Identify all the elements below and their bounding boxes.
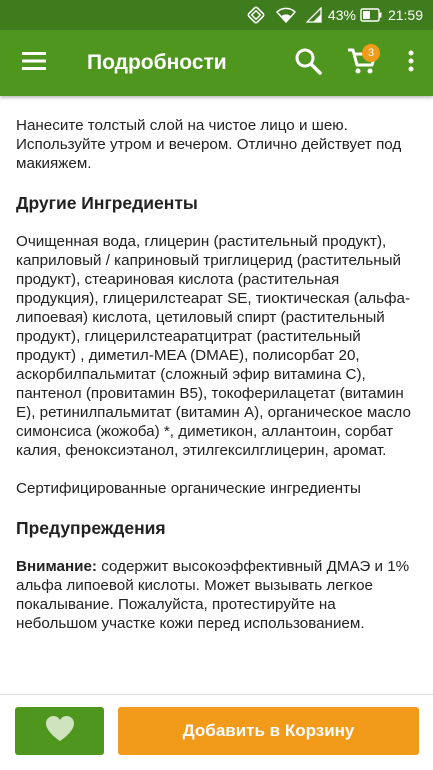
- more-options-button[interactable]: [389, 30, 433, 96]
- add-to-cart-button[interactable]: Добавить в Корзину: [118, 707, 419, 755]
- bottom-action-bar: [0, 694, 433, 770]
- page-title: Подробности: [87, 51, 227, 74]
- heart-icon: [45, 715, 75, 747]
- warning-paragraph: [16, 557, 417, 633]
- certified-organic-text: Сертифицированные органические ингредиенты: [16, 480, 361, 497]
- warning-text: содержит высокоэффективный ДМАЭ и 1% альфа липоевой кислоты. Может вызывать легкое покалывание. Пожалуйста, протестируйте на небольшом участке кожи перед использованием.: [16, 558, 410, 632]
- more-vert-icon: [408, 50, 414, 77]
- favorite-button[interactable]: [15, 707, 104, 755]
- menu-button[interactable]: [0, 30, 68, 96]
- search-icon: [294, 47, 322, 80]
- hamburger-icon: [22, 52, 46, 75]
- status-bar: [0, 0, 433, 30]
- app-notification-icon: [246, 5, 266, 25]
- clipped-previous-heading: [16, 96, 417, 110]
- ingredients-text: Очищенная вода, глицерин (растительный продукт), каприловый / каприновый триглицерид (растительный продукт), стеариновая кислота (растительная продукция), глицерилстеарат SE, тиоктическая (альфа-липоевая) кислота, цетиловый спирт (растительный продукт), глицерилстеаратцитрат (растительный продукт) , диметил-MEA (DMAE), полисорбат 20, аскорбилпальмитат (сложный эфир витамина C), пантенол (провитамин B5), токоферилацетат (витамин E), ретинилпальмитат (витамин A), органическое масло симонсиса (жожоба) *, диметикон, аллантоин, сорбат калия, феноксиэтанол, этилгексилглицерин, аромат.: [16, 233, 411, 459]
- search-button[interactable]: [281, 30, 335, 96]
- warning-label: Внимание:: [16, 558, 97, 575]
- other-ingredients-heading: Другие Ингредиенты: [16, 193, 198, 213]
- usage-text: Нанесите толстый слой на чистое лицо и шею. Используйте утром и вечером. Отлично действует под макияжем.: [16, 117, 402, 172]
- cart-count-badge: 3: [362, 44, 380, 62]
- wifi-icon: [276, 7, 296, 23]
- clock: 21:59: [387, 7, 423, 23]
- warnings-heading: Предупреждения: [16, 518, 166, 538]
- app-bar: [0, 30, 433, 96]
- battery-icon: [360, 8, 382, 22]
- signal-icon: [306, 7, 322, 23]
- product-details-content[interactable]: [0, 96, 433, 694]
- cart-button[interactable]: [335, 30, 389, 96]
- battery-percent: 43%: [327, 7, 356, 23]
